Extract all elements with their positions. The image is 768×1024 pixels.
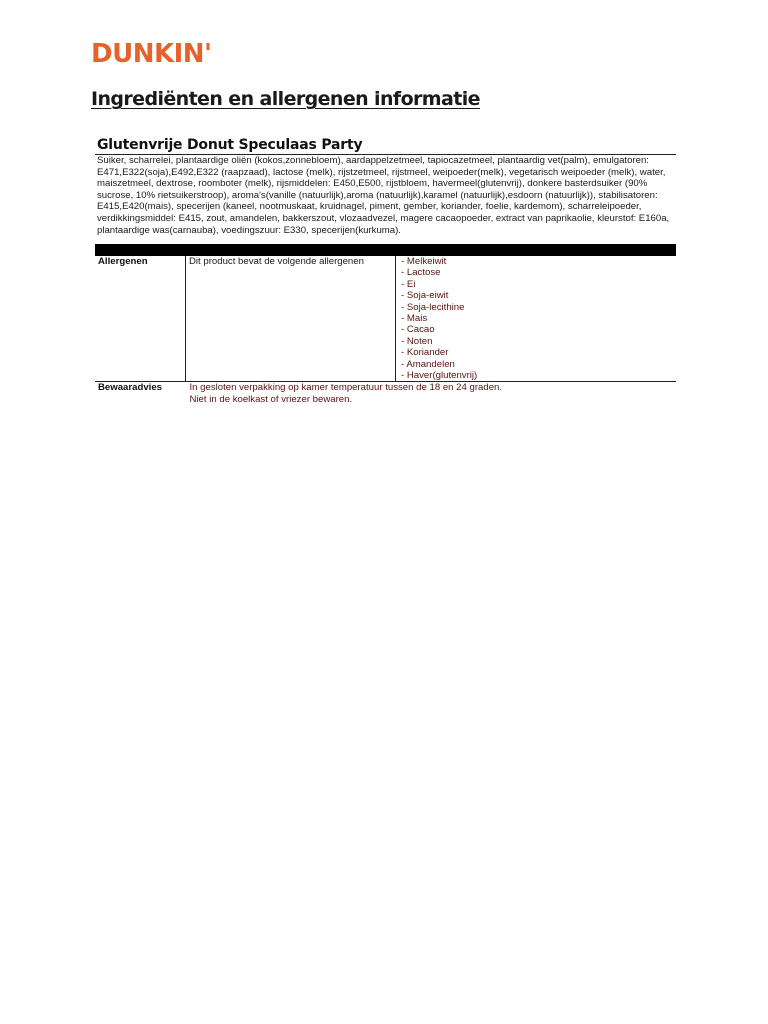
section-separator-bar: [95, 244, 676, 256]
list-item: - Haver(glutenvrij): [401, 370, 478, 382]
list-item: - Melkeiwit: [401, 256, 447, 267]
storage-line-2: Niet in de koelkast of vriezer bewaren.: [189, 393, 353, 405]
list-item: - Mais: [401, 313, 428, 325]
allergens-label: Allergenen: [95, 256, 186, 382]
dunkin-logo: DUNKIN': [91, 39, 212, 69]
storage-label: Bewaaradvies: [98, 382, 162, 394]
allergen-list: [399, 256, 673, 381]
storage-advice: [186, 382, 677, 405]
allergen-storage-table: [95, 256, 676, 405]
list-item: - Amandelen: [401, 358, 455, 370]
ingredients-text: Suiker, scharrelei, plantaardige oliën (kokos,zonnebloem), aardappelzetmeel, tapiocazetmeel, plantaardig vet(palm), emulgatoren: E471,E322(soja),E492,E322 (raapzaad), lactose (melk), rijstzetmeel, rijstmeel, weipoeder(melk), vegetarisch weipoeder (melk), water, maiszetmeel, dextrose, roomboter (melk), rijsmiddelen: E450,E500, rijstbloem, havermeel(glutenvrij), donkere basterdsuiker (90% sucrose, 10% rietsuikerstroop), aroma's(vanille (natuurlijk),aroma (natuurlijk),karamel (natuurlijk),esdoorn (natuurlijk)), stabilisatoren: E415,E420(mais), specerijen (kaneel, nootmuskaat, kruidnagel, piment, gember, koriander, foelie, kardemom), scharreleipoeder, verdikkingsmiddel: E415, zout, amandelen, bakkerszout, vlozaadvezel, magere cacaopoeder, extract van paprikaolie, kleurstof: E160a, plantaardige was(carnauba), voedingszuur: E330, specerijen(kurkuma).: [97, 155, 670, 236]
table-row-storage: [95, 382, 676, 405]
allergens-intro: Dit product bevat de volgende allergenen: [186, 256, 396, 382]
list-item: - Noten: [401, 335, 433, 347]
storage-line-1: In gesloten verpakking op kamer temperatuur tussen de 18 en 24 graden.: [189, 382, 503, 394]
page-title: Ingrediënten en allergenen informatie: [91, 88, 480, 110]
list-item: - Soja-eiwit: [401, 290, 449, 302]
list-item: - Ei: [401, 278, 416, 290]
list-item: - Lactose: [401, 267, 441, 279]
product-title: Glutenvrije Donut Speculaas Party: [97, 137, 363, 153]
allergens-list-cell: [396, 256, 677, 382]
list-item: - Cacao: [401, 324, 435, 336]
list-item: - Koriander: [401, 347, 449, 359]
list-item: - Soja-lecithine: [401, 301, 465, 313]
table-row-allergens: [95, 256, 676, 382]
